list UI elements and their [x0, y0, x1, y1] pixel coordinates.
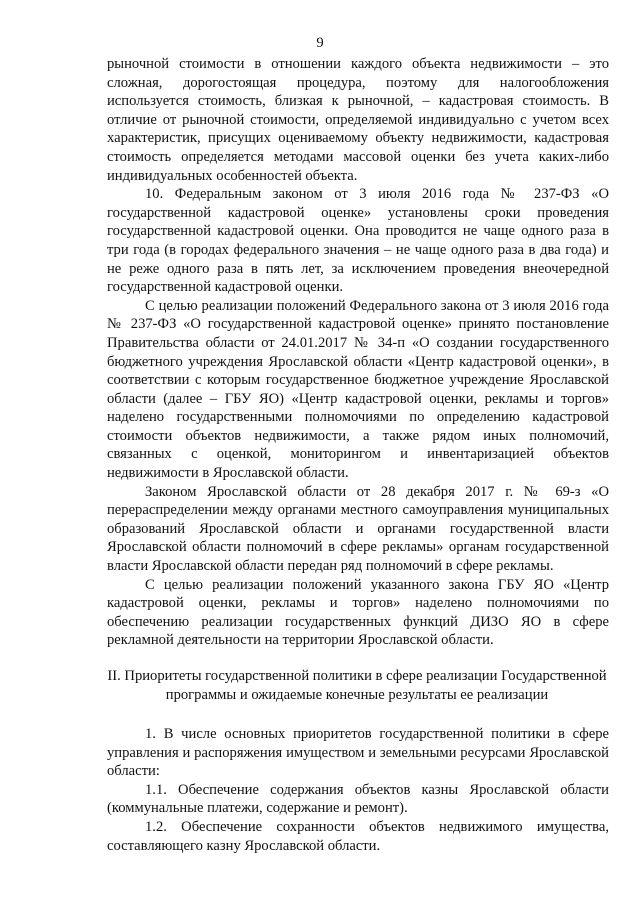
section-heading: II. Приоритеты государственной политики в сфере реализации Государственной программы и ожидаемые конечные результаты ее реализации: [107, 668, 607, 703]
paragraph-priority-1-2: 1.2. Обеспечение сохранности объектов недвижимого имущества, составляющего казну Ярославской области.: [107, 818, 609, 854]
document-body: [107, 55, 609, 855]
paragraph-advertising-powers: С целью реализации положений указанного закона ГБУ ЯО «Центр кадастровой оценки, рекламы и торгов» наделено полномочиями по обеспечению реализации государственных функций ДИЗО ЯО в сфере рекламной деятельности на территории Ярославской области.: [107, 576, 609, 649]
paragraph-gbu-yao-creation: С целью реализации положений Федерального закона от 3 июля 2016 года № 237-ФЗ «О государственной кадастровой оценке» принято постановление Правительства области от 24.01.2017 № 34-п «О создании государственного бюджетного учреждения Ярославской области «Центр кадастровой оценки», в соответствии с которым государственное бюджетное учреждение Ярославской области (далее – ГБУ ЯО) «Центр кадастровой оценки, рекламы и торгов» наделено государственными полномочиями по определению кадастровой стоимости объектов недвижимости, а также рядом иных полномочий, связанных с оценкой, мониторингом и инвентаризацией объектов недвижимости в Ярославской области.: [107, 297, 609, 482]
paragraph-regional-law: Законом Ярославской области от 28 декабря 2017 г. № 69-з «О перераспределении между органами местного самоуправления муниципальных образований Ярославской области и органами государственной власти Ярославской области полномочий в сфере рекламы» органам государственной власти Ярославской области передан ряд полномочий в сфере рекламы.: [107, 483, 609, 575]
paragraph-federal-law: 10. Федеральным законом от 3 июля 2016 года № 237-ФЗ «О государственной кадастровой оценке» установлены сроки проведения государственной кадастровой оценки. Она проводится не чаще одного раза в три года (в городах федерального значения – не чаще одного раза в два года) и не реже одного раза в пять лет, за исключением проведения внеочередной государственной кадастровой оценки.: [107, 186, 609, 296]
paragraph-priorities: 1. В числе основных приоритетов государственной политики в сфере управления и распоряжения имуществом и земельными ресурсами Ярославской области:: [107, 726, 609, 780]
page-number: 9: [316, 35, 324, 51]
paragraph-priority-1-1: 1.1. Обеспечение содержания объектов казны Ярославской области (коммунальные платежи, содержание и ремонт).: [107, 781, 609, 817]
paragraph-market-value: рыночной стоимости в отношении каждого объекта недвижимости – это сложная, дорогостоящая процедура, поэтому для налогообложения используется стоимость, близкая к рыночной, – кадастровая стоимость. В отличие от рыночной стоимости, определяемой индивидуально с учетом всех характеристик, присущих оцениваемому объекту недвижимости, кадастровая стоимость определяется методами массовой оценки без учета каких-либо индивидуальных особенностей объекта.: [107, 56, 609, 184]
